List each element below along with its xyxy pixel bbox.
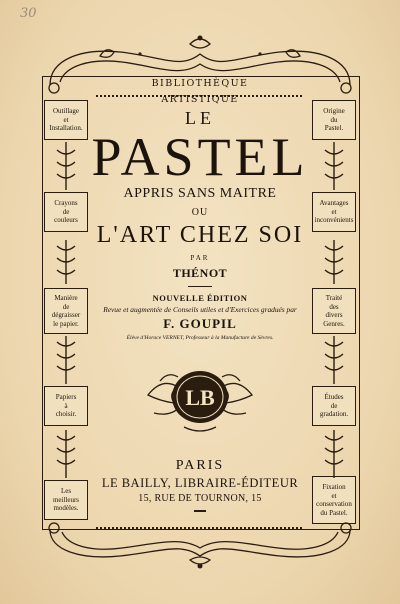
left-box-3: Manière de dégraisser le papier. <box>44 288 88 334</box>
divider-rule <box>188 286 212 287</box>
pencil-annotation: 30 <box>20 6 37 21</box>
imprint-publisher: LE BAILLY, LIBRAIRE-ÉDITEUR <box>101 476 299 490</box>
right-box-5: Fixation et conservation du Pastel. <box>312 476 356 524</box>
right-box-3: Traité des divers Genres. <box>312 288 356 334</box>
right-box-4: Études de gradation. <box>312 386 356 426</box>
imprint-dash <box>194 510 206 512</box>
edition-label: NOUVELLE ÉDITION <box>152 293 248 303</box>
title-conjunction: OU <box>191 207 209 218</box>
title-article: LE <box>185 108 215 128</box>
left-box-1: Outillage et Installation. <box>44 100 88 140</box>
left-box-5: Les meilleurs modèles. <box>44 480 88 520</box>
main-title: PASTEL <box>91 127 309 187</box>
imprint-place: PARIS <box>175 458 225 473</box>
edition-description: Revue et augmentée de Conseils utiles et d'Exercices gradués par <box>103 305 297 314</box>
author-by: PAR <box>190 254 210 262</box>
right-box-2: Avantages et inconvénients <box>312 192 356 232</box>
series-banner: BIBLIOTHÈQUE ARTISTIQUE <box>151 78 249 105</box>
editor-name: F. GOUPIL <box>163 316 237 331</box>
left-box-2: Crayons de couleurs <box>44 192 88 232</box>
monogram-text: LB <box>185 385 215 410</box>
lb-monogram-emblem <box>140 355 260 439</box>
alternate-title: L'ART CHEZ SOI <box>96 222 304 248</box>
left-box-4: Papiers à choisir. <box>44 386 88 426</box>
imprint-address: 15, RUE DE TOURNON, 15 <box>138 493 262 504</box>
editor-description: Élève d'Horace VERNET, Professeur à la Manufacture de Sèvres. <box>126 335 274 341</box>
subtitle: APPRIS SANS MAITRE <box>123 186 277 201</box>
right-box-1: Origine du Pastel. <box>312 100 356 140</box>
author-name: THÉNOT <box>172 266 228 280</box>
bottom-scroll-ornament <box>40 520 360 570</box>
